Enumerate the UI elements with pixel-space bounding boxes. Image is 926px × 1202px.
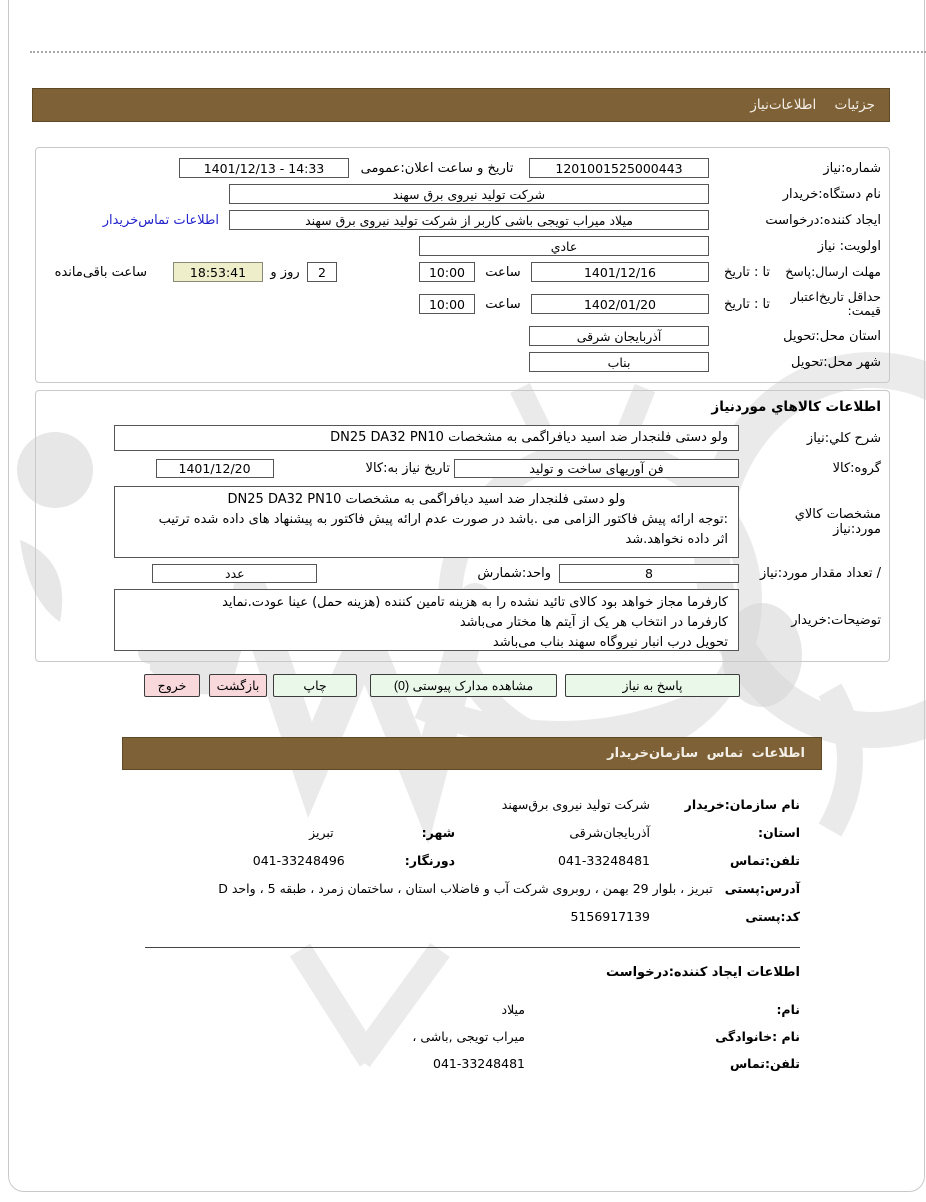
section-divider: [145, 947, 800, 948]
org-name-row: [144, 795, 800, 813]
creator-phone-row: [144, 1054, 800, 1072]
reply-to-need-button[interactable]: پاسخ به نیاز: [565, 674, 740, 697]
postal-code-row: [144, 907, 800, 925]
goods-info-panel: [35, 390, 890, 662]
creator-name-label: نام:: [776, 1001, 800, 1017]
creator-row: [44, 210, 881, 230]
creator-family-label: نام :خانوادگی: [715, 1028, 800, 1044]
general-desc-row: [44, 425, 881, 451]
org-phone-label: تلفن:تماس: [729, 852, 800, 868]
org-phone-value: 041-33248481: [558, 852, 650, 868]
announce-label: تاریخ و ساعت اعلان:عمومی: [360, 160, 514, 176]
until-date-label: تا : تاریخ: [723, 264, 771, 280]
goods-spec-row: [44, 486, 881, 558]
need-info-panel: [35, 147, 890, 383]
need-number-label: شماره:نیاز: [823, 160, 881, 176]
priority-row: [44, 236, 881, 256]
org-address-value: تبریز ، بلوار 29 بهمن ، روبروی شرکت آب و فاضلاب استان ، ساختمان زمرد ، طبقه 5 ، واحد D: [218, 880, 713, 896]
org-city-label: شهر:: [421, 824, 455, 840]
header-bar: [32, 88, 890, 122]
delivery-province-label: استان محل:تحویل: [783, 328, 881, 344]
goods-group-row: [44, 459, 881, 478]
province-city-row: [144, 823, 800, 841]
creator-phone-label: تلفن:تماس: [729, 1055, 800, 1071]
goods-section-title: اطلاعات کالاهاي موردنیاز: [711, 399, 881, 415]
validity-label-line2: قیمت:: [847, 303, 881, 318]
page-title: جزئیات اطلاعات‌نیاز: [750, 97, 875, 113]
org-postal-value: 5156917139: [570, 908, 650, 924]
goods-group-field: فن آوریهای ساخت و تولید: [454, 459, 739, 478]
notes-line-2: کارفرما در انتخاب هر یک از آیتم ها مختار می‌باشد: [459, 615, 728, 630]
until-date-label-2: تا : تاریخ: [723, 296, 771, 312]
org-contact-block: [122, 795, 822, 935]
unit-label: واحد:شمارش: [477, 566, 551, 581]
days-remaining-field: 2: [307, 262, 337, 282]
creator-label: ایجاد کننده:درخواست: [765, 212, 881, 228]
buyer-org-field: شرکت تولید نیروی برق سهند: [229, 184, 709, 204]
org-postal-label: کد:پستی: [745, 908, 800, 924]
buyer-notes-label: توضیحات:خریدار: [791, 612, 881, 628]
buyer-org-label: نام دستگاه:خریدار: [782, 186, 881, 202]
delivery-province-row: [44, 326, 881, 346]
creator-name-row: [144, 1000, 800, 1018]
priority-label: اولویت: نیاز: [817, 238, 881, 254]
remaining-label: ساعت باقی‌مانده: [54, 264, 147, 280]
hour-label-2: ساعت: [485, 296, 521, 312]
general-desc-label: شرح کلي:نیاز: [806, 430, 881, 446]
priority-field: عادي: [419, 236, 709, 256]
validity-date-field: 1402/01/20: [531, 294, 709, 314]
delivery-province-field: آذربایجان شرقی: [529, 326, 709, 346]
quantity-row: [44, 564, 881, 583]
goods-group-label: گروه:کالا: [832, 461, 881, 476]
goods-spec-field: [114, 486, 739, 558]
org-city-value: تبریز: [309, 824, 334, 840]
phone-fax-row: [144, 851, 800, 869]
validity-label-line1: حداقل تاریخ‌اعتبار: [790, 289, 881, 304]
spec-line-2: :توجه ارائه پیش فاکتور الزامی می .باشد در صورت عدم ارائه پیش فاکتور به پیشنهاد های داده شده ترتیب: [158, 512, 728, 527]
org-contact-title: اطلاعات تماس سازمان‌خریدار: [607, 746, 805, 761]
org-fax-label: دورنگار:: [404, 852, 455, 868]
buyer-notes-row: [44, 589, 881, 651]
creator-phone-value: 041-33248481: [433, 1055, 525, 1071]
org-contact-bar: [122, 737, 822, 770]
deadline-row: [44, 262, 881, 282]
price-validity-row: [44, 288, 881, 320]
address-row: [144, 879, 800, 897]
buyer-contact-link[interactable]: اطلاعات تماس‌خریدار: [102, 212, 219, 228]
deadline-date-field: 1401/12/16: [531, 262, 709, 282]
validity-time-field: 10:00: [419, 294, 475, 314]
org-fax-value: 041-33248496: [252, 852, 345, 868]
exit-button[interactable]: خروج: [144, 674, 200, 697]
need-date-field: 1401/12/20: [156, 459, 274, 478]
goods-spec-label: مشخصات کالاي مورد:نیاز: [794, 507, 881, 537]
creator-section-title: اطلاعات ایجاد کننده:درخواست: [606, 965, 800, 980]
quantity-label: / تعداد مقدار مورد:نیاز: [759, 566, 881, 581]
notes-line-1: کارفرما مجاز خواهد بود کالای تائید نشده را به هزینه تامین کننده (هزینه حمل) عینا عودت.نماید: [222, 595, 728, 610]
announce-datetime-field: 1401/12/13 - 14:33: [179, 158, 349, 178]
delivery-city-label: شهر محل:تحویل: [791, 354, 881, 370]
quantity-field: 8: [559, 564, 739, 583]
countdown-timer: 18:53:41: [173, 262, 263, 282]
action-buttons: [140, 674, 740, 697]
org-name-value: شرکت تولید نیروی برق‌سهند: [501, 796, 650, 812]
deadline-time-field: 10:00: [419, 262, 475, 282]
print-button[interactable]: چاپ: [273, 674, 357, 697]
buyer-org-row: [44, 184, 881, 204]
creator-name-value: میلاد: [501, 1001, 525, 1017]
delivery-city-row: [44, 352, 881, 372]
buyer-notes-field: [114, 589, 739, 651]
need-number-field: 1201001525000443: [529, 158, 709, 178]
general-desc-field: ولو دستی فلنجدار ضد اسید دیافراگمی به مشخصات DN25 DA32 PN10: [114, 425, 739, 451]
need-number-row: [44, 158, 881, 178]
creator-field: میلاد میراب تویجی باشی کاربر از شرکت تولید نیروی برق سهند: [229, 210, 709, 230]
deadline-label: مهلت ارسال:پاسخ: [785, 264, 881, 279]
org-name-label: نام سازمان:خریدار: [684, 796, 800, 812]
org-address-label: آدرس:پستی: [724, 880, 800, 896]
days-and-label: روز و: [270, 264, 300, 280]
spec-line-3: اثر داده نخواهد.شد: [625, 532, 728, 547]
spec-line-1: ولو دستی فلنجدار ضد اسید دیافراگمی به مشخصات DN25 DA32 PN10: [227, 492, 626, 507]
dotted-separator: [30, 51, 926, 53]
org-province-label: استان:: [757, 824, 800, 840]
creator-block: [122, 965, 822, 1081]
unit-field: عدد: [152, 564, 317, 583]
delivery-city-field: بناب: [529, 352, 709, 372]
creator-family-value: میراب تویجی ,باشی ،: [412, 1028, 525, 1044]
hour-label-1: ساعت: [485, 264, 521, 280]
need-date-label: تاریخ نیاز به:کالا: [365, 461, 450, 476]
notes-line-3: تحویل درب انبار نیروگاه سهند بناب می‌باشد: [492, 635, 728, 650]
back-button[interactable]: بازگشت: [209, 674, 267, 697]
creator-family-row: [144, 1027, 800, 1045]
org-province-value: آذربایجان‌شرقی: [569, 824, 650, 840]
view-attachments-button[interactable]: مشاهده مدارک پیوستی (0): [370, 674, 557, 697]
